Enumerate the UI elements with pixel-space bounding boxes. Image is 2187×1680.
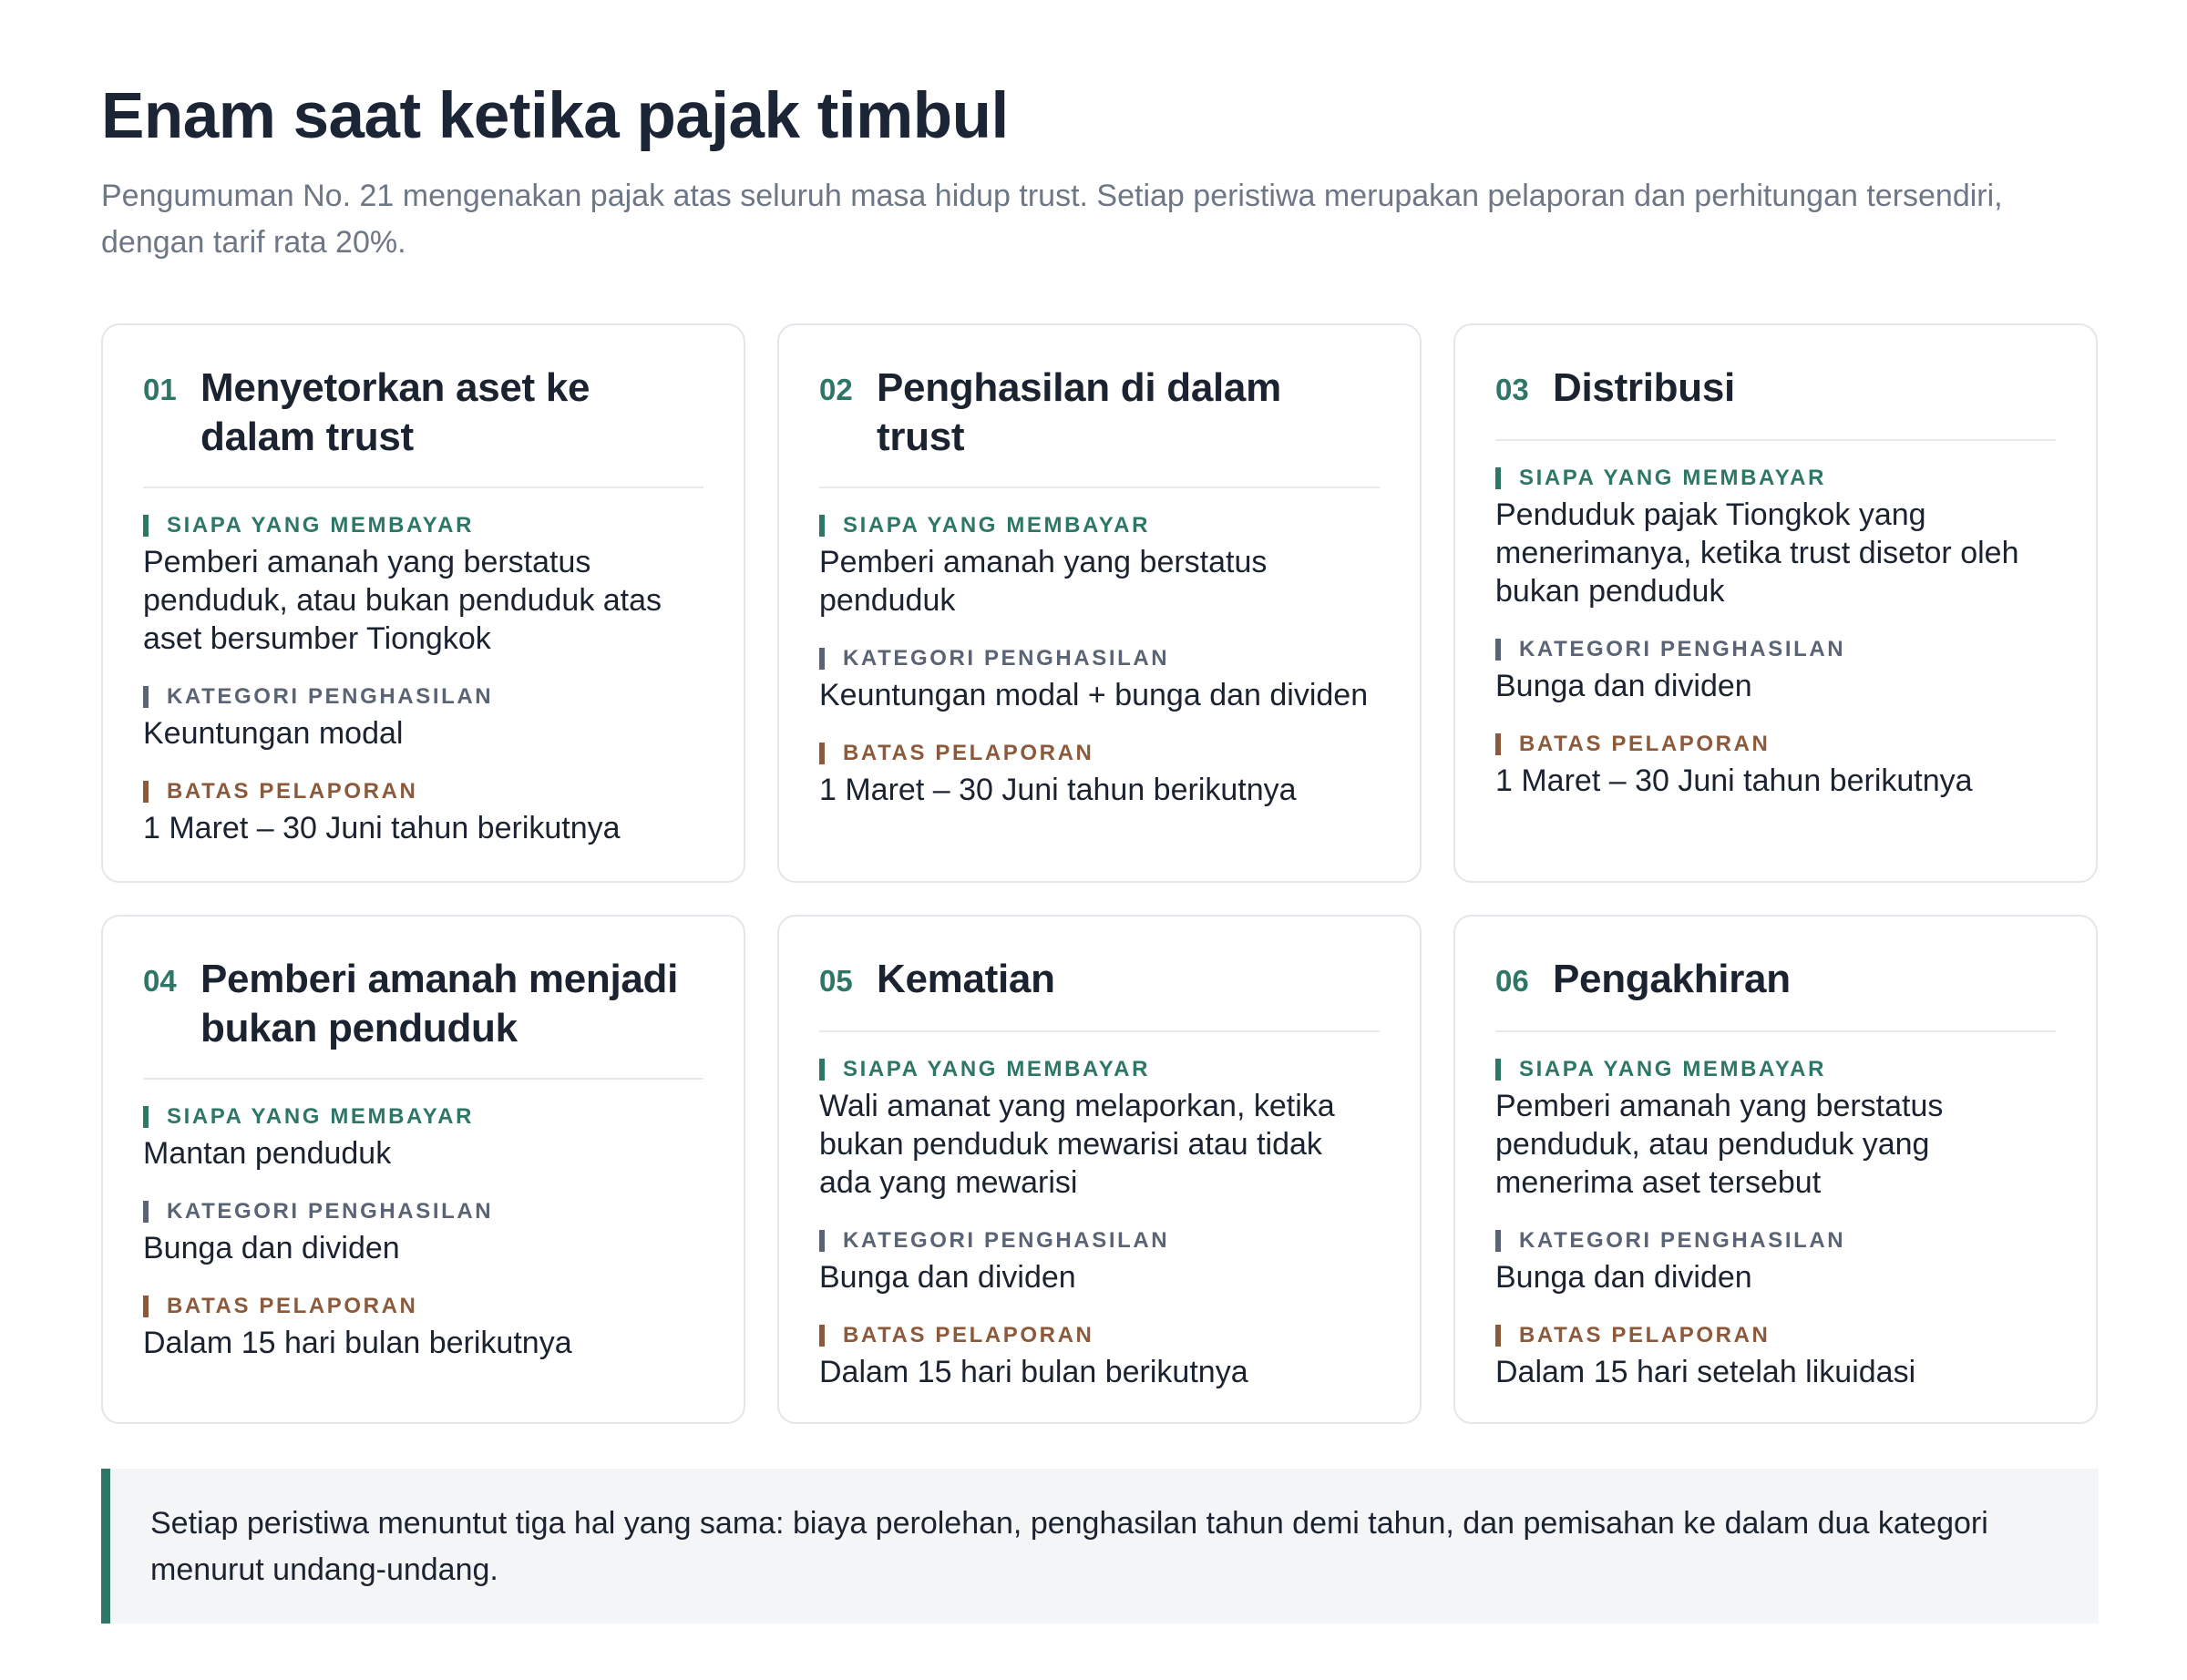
card-title: Pemberi amanah menjadi bukan penduduk: [200, 957, 679, 1050]
label-marker: [143, 781, 149, 803]
label-marker: [143, 686, 149, 708]
page-subtitle: Pengumuman No. 21 mengenakan pajak atas seluruh masa hidup trust. Setiap peristiwa merupakan pelaporan dan perhitungan tersendiri, dengan tarif rata 20%.: [101, 179, 2003, 260]
who-pays-label: SIAPA YANG MEMBAYAR: [819, 514, 1380, 538]
event-grid-row-2: [101, 915, 2099, 1424]
card-title: Distribusi: [1553, 365, 1735, 410]
card-number: 01: [143, 373, 177, 406]
deadline-value: Dalam 15 hari bulan berikutnya: [819, 1355, 1248, 1389]
who-pays-value: Pemberi amanah yang berstatus penduduk, atau bukan penduduk atas aset bersumber Tiongkok: [143, 545, 662, 656]
deadline-label: BATAS PELAPORAN: [143, 1295, 703, 1318]
card-title: Penghasilan di dalam trust: [877, 365, 1281, 459]
label-marker: [1495, 639, 1501, 661]
income-category-label: KATEGORI PENGHASILAN: [143, 685, 703, 709]
event-card-06: [1453, 915, 2098, 1424]
who-pays-value: Wali amanat yang melaporkan, ketika bukan penduduk mewarisi atau tidak ada yang mewarisi: [819, 1089, 1335, 1200]
deadline-value: 1 Maret – 30 Juni tahun berikutnya: [819, 773, 1297, 807]
card-number: 06: [1495, 964, 1529, 998]
deadline-label: BATAS PELAPORAN: [1495, 1324, 2056, 1347]
income-category-value: Bunga dan dividen: [143, 1231, 400, 1265]
income-category-label: KATEGORI PENGHASILAN: [819, 647, 1380, 671]
income-category-label: KATEGORI PENGHASILAN: [819, 1229, 1380, 1253]
who-pays-value: Mantan penduduk: [143, 1136, 392, 1171]
card-number: 04: [143, 964, 177, 998]
label-marker: [1495, 467, 1501, 489]
page-title: Enam saat ketika pajak timbul: [101, 80, 1009, 152]
deadline-label: BATAS PELAPORAN: [819, 1324, 1380, 1347]
card-title: Kematian: [877, 957, 1055, 1001]
who-pays-value: Pemberi amanah yang berstatus penduduk: [819, 545, 1268, 618]
card-header: [143, 364, 703, 488]
card-title: Menyetorkan aset ke dalam trust: [200, 365, 590, 459]
income-category-value: Bunga dan dividen: [819, 1260, 1076, 1295]
label-marker: [1495, 1325, 1501, 1347]
event-card-04: [101, 915, 745, 1424]
income-category-label: KATEGORI PENGHASILAN: [143, 1200, 703, 1224]
card-header: [143, 955, 703, 1080]
card-header: [819, 955, 1380, 1032]
who-pays-label: SIAPA YANG MEMBAYAR: [1495, 466, 2056, 490]
deadline-value: 1 Maret – 30 Juni tahun berikutnya: [1495, 763, 1973, 798]
who-pays-label: SIAPA YANG MEMBAYAR: [1495, 1058, 2056, 1081]
who-pays-label: SIAPA YANG MEMBAYAR: [143, 1105, 703, 1129]
label-marker: [819, 1230, 825, 1252]
label-marker: [143, 515, 149, 537]
label-marker: [819, 515, 825, 537]
event-card-05: [777, 915, 1422, 1424]
income-category-label: KATEGORI PENGHASILAN: [1495, 638, 2056, 661]
deadline-value: Dalam 15 hari setelah likuidasi: [1495, 1355, 1916, 1389]
who-pays-value: Penduduk pajak Tiongkok yang menerimanya, ketika trust disetor oleh bukan penduduk: [1495, 497, 2019, 609]
income-category-label: KATEGORI PENGHASILAN: [1495, 1229, 2056, 1253]
who-pays-label: SIAPA YANG MEMBAYAR: [143, 514, 703, 538]
label-marker: [1495, 733, 1501, 755]
label-marker: [143, 1201, 149, 1223]
card-number: 03: [1495, 373, 1529, 406]
card-number: 05: [819, 964, 853, 998]
event-card-01: [101, 323, 745, 883]
label-marker: [819, 648, 825, 670]
deadline-value: Dalam 15 hari bulan berikutnya: [143, 1326, 572, 1360]
label-marker: [819, 1325, 825, 1347]
card-header: [819, 364, 1380, 488]
card-header: [1495, 364, 2056, 441]
deadline-label: BATAS PELAPORAN: [1495, 732, 2056, 756]
summary-note: Setiap peristiwa menuntut tiga hal yang sama: biaya perolehan, penghasilan tahun demi tahun, dan pemisahan ke dalam dua kategori menurut undang-undang.: [101, 1469, 2099, 1624]
card-title: Pengakhiran: [1553, 957, 1791, 1001]
label-marker: [143, 1296, 149, 1317]
who-pays-value: Pemberi amanah yang berstatus penduduk, atau penduduk yang menerima aset tersebut: [1495, 1089, 1944, 1200]
event-card-03: [1453, 323, 2098, 883]
label-marker: [1495, 1230, 1501, 1252]
label-marker: [1495, 1059, 1501, 1081]
income-category-value: Keuntungan modal + bunga dan dividen: [819, 678, 1369, 712]
label-marker: [819, 743, 825, 764]
label-marker: [143, 1106, 149, 1128]
event-grid-row-1: [101, 323, 2099, 883]
who-pays-label: SIAPA YANG MEMBAYAR: [819, 1058, 1380, 1081]
event-card-02: [777, 323, 1422, 883]
deadline-label: BATAS PELAPORAN: [143, 780, 703, 804]
label-marker: [819, 1059, 825, 1081]
income-category-value: Bunga dan dividen: [1495, 1260, 1752, 1295]
income-category-value: Keuntungan modal: [143, 716, 404, 751]
deadline-label: BATAS PELAPORAN: [819, 742, 1380, 765]
card-number: 02: [819, 373, 853, 406]
deadline-value: 1 Maret – 30 Juni tahun berikutnya: [143, 811, 621, 845]
card-header: [1495, 955, 2056, 1032]
income-category-value: Bunga dan dividen: [1495, 669, 1752, 703]
